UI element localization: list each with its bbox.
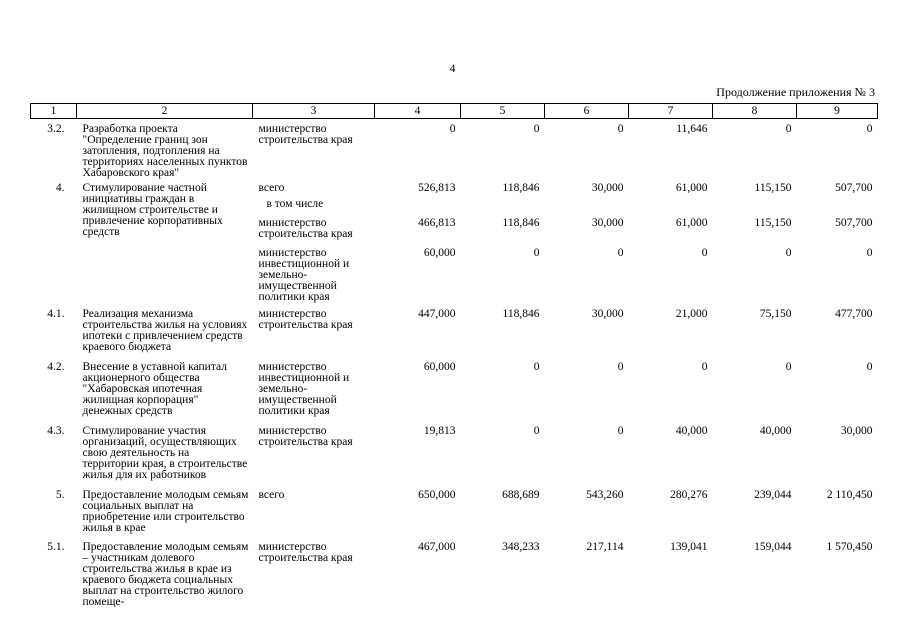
item-number: 4. [55,182,65,194]
value-cell: 217,114 [586,541,624,553]
table-row [31,357,878,421]
value-cell: 30,000 [591,308,624,320]
value-cell: 543,260 [586,489,624,501]
item-name: Стимулирование частной инициативы граждан в жилищном строительстве и привлечение корпоративных средств [82,182,223,238]
value-cell: 118,846 [502,217,540,229]
value-cell: 30,000 [591,217,624,229]
responsible-body: министерство строительства края [258,123,353,146]
responsible-body: министерство строительства края [258,308,353,331]
value-cell: 0 [701,361,708,373]
table-row [31,303,878,357]
item-number: 4.3. [47,425,65,437]
item-name: Реализация механизма строительства жилья на условиях ипотеки с привлечением средств краевого бюджета [82,308,248,353]
value-cell: 115,150 [754,182,792,194]
value-cell: 0 [785,123,792,135]
value-cell: 30,000 [840,425,873,437]
item-number: 5.1. [47,541,65,553]
value-cell: 0 [533,361,540,373]
value-cell: 118,846 [502,182,540,194]
value-cell: 19,813 [423,425,456,437]
value-cell: 40,000 [759,425,792,437]
value-cell: 466,813 [418,217,456,229]
value-cell: 0 [617,247,624,259]
responsible-body: всего [258,489,285,501]
table-row [31,119,878,180]
value-cell: 650,000 [418,489,456,501]
item-name: Разработка проекта "Определение границ зон затопления, подтопления на территориях населенных пунктов Хабаровского края" [82,123,248,179]
column-header: 9 [797,104,878,119]
value-cell: 2 110,450 [826,489,873,501]
value-cell: 30,000 [591,182,624,194]
value-cell: 0 [533,247,540,259]
item-name: Предоставление молодым семьям социальных выплат на приобретение или строительство жилья в крае [82,489,249,534]
responsible-body: министерство строительства края [258,425,353,448]
value-cell: 526,813 [418,182,456,194]
item-name: Стимулирование участия организаций, осуществляющих свою деятельность на территории края, в строительстве жилья для их работников [82,425,248,481]
value-cell: 0 [785,247,792,259]
column-header: 7 [629,104,713,119]
value-cell: 477,700 [835,308,873,320]
table-row [31,421,878,485]
item-number: 4.1. [47,308,65,320]
table-row [31,179,878,199]
responsible-body: в том числе [266,198,324,210]
value-cell: 280,276 [670,489,708,501]
column-header: 2 [77,104,253,119]
value-cell: 139,041 [670,541,708,553]
value-cell: 60,000 [423,361,456,373]
item-number: 4.2. [47,361,65,373]
value-cell: 60,000 [423,247,456,259]
value-cell: 0 [866,361,873,373]
responsible-body: министерство инвестиционной и земельно-имущественной политики края [258,247,350,303]
table-row [31,485,878,537]
value-cell: 0 [617,425,624,437]
value-cell: 0 [866,247,873,259]
value-cell: 0 [533,425,540,437]
item-number: 3.2. [47,123,65,135]
page-number: 4 [449,61,456,75]
value-cell: 0 [533,123,540,135]
value-cell: 1 570,450 [826,541,873,553]
responsible-body: министерство строительства края [258,541,353,564]
value-cell: 467,000 [418,541,456,553]
column-header: 4 [375,104,461,119]
value-cell: 61,000 [675,217,708,229]
table-row [31,537,878,617]
value-cell: 61,000 [675,182,708,194]
value-cell: 0 [785,361,792,373]
value-cell: 11,646 [676,123,708,135]
value-cell: 75,150 [759,308,792,320]
value-cell: 447,000 [418,308,456,320]
appendix-continuation-label: Продолжение приложения № 3 [716,85,875,99]
value-cell [545,199,629,215]
value-cell: 0 [701,247,708,259]
column-number-header-row [31,104,878,119]
value-cell [629,199,713,215]
value-cell: 159,044 [754,541,792,553]
value-cell: 118,846 [502,308,540,320]
value-cell [461,199,545,215]
value-cell [797,199,878,215]
column-header: 5 [461,104,545,119]
responsible-body: всего [258,182,285,194]
responsible-body: министерство инвестиционной и земельно-имущественной политики края [258,361,350,417]
value-cell: 0 [866,123,873,135]
column-header: 3 [253,104,375,119]
value-cell: 239,044 [754,489,792,501]
value-cell: 688,689 [502,489,540,501]
column-header: 8 [713,104,797,119]
value-cell: 0 [617,123,624,135]
responsible-body: министерство строительства края [258,217,353,240]
item-name: Внесение в уставной капитал акционерного общества "Хабаровская ипотечная жилищная корпорация" денежных средств [82,361,227,417]
value-cell: 348,233 [502,541,540,553]
program-funding-table [30,103,878,617]
value-cell: 21,000 [675,308,708,320]
value-cell: 0 [617,361,624,373]
value-cell [375,199,461,215]
item-name: Предоставление молодым семьям – участникам долевого строительства жилья в крае из краевого бюджета социальных выплат на строительство жилого помеще- [82,541,249,608]
column-header: 6 [545,104,629,119]
value-cell: 507,700 [835,217,873,229]
value-cell: 40,000 [675,425,708,437]
value-cell: 0 [449,123,456,135]
item-number: 5. [55,489,65,501]
value-cell: 507,700 [835,182,873,194]
value-cell [713,199,797,215]
value-cell: 115,150 [754,217,792,229]
column-header: 1 [31,104,77,119]
